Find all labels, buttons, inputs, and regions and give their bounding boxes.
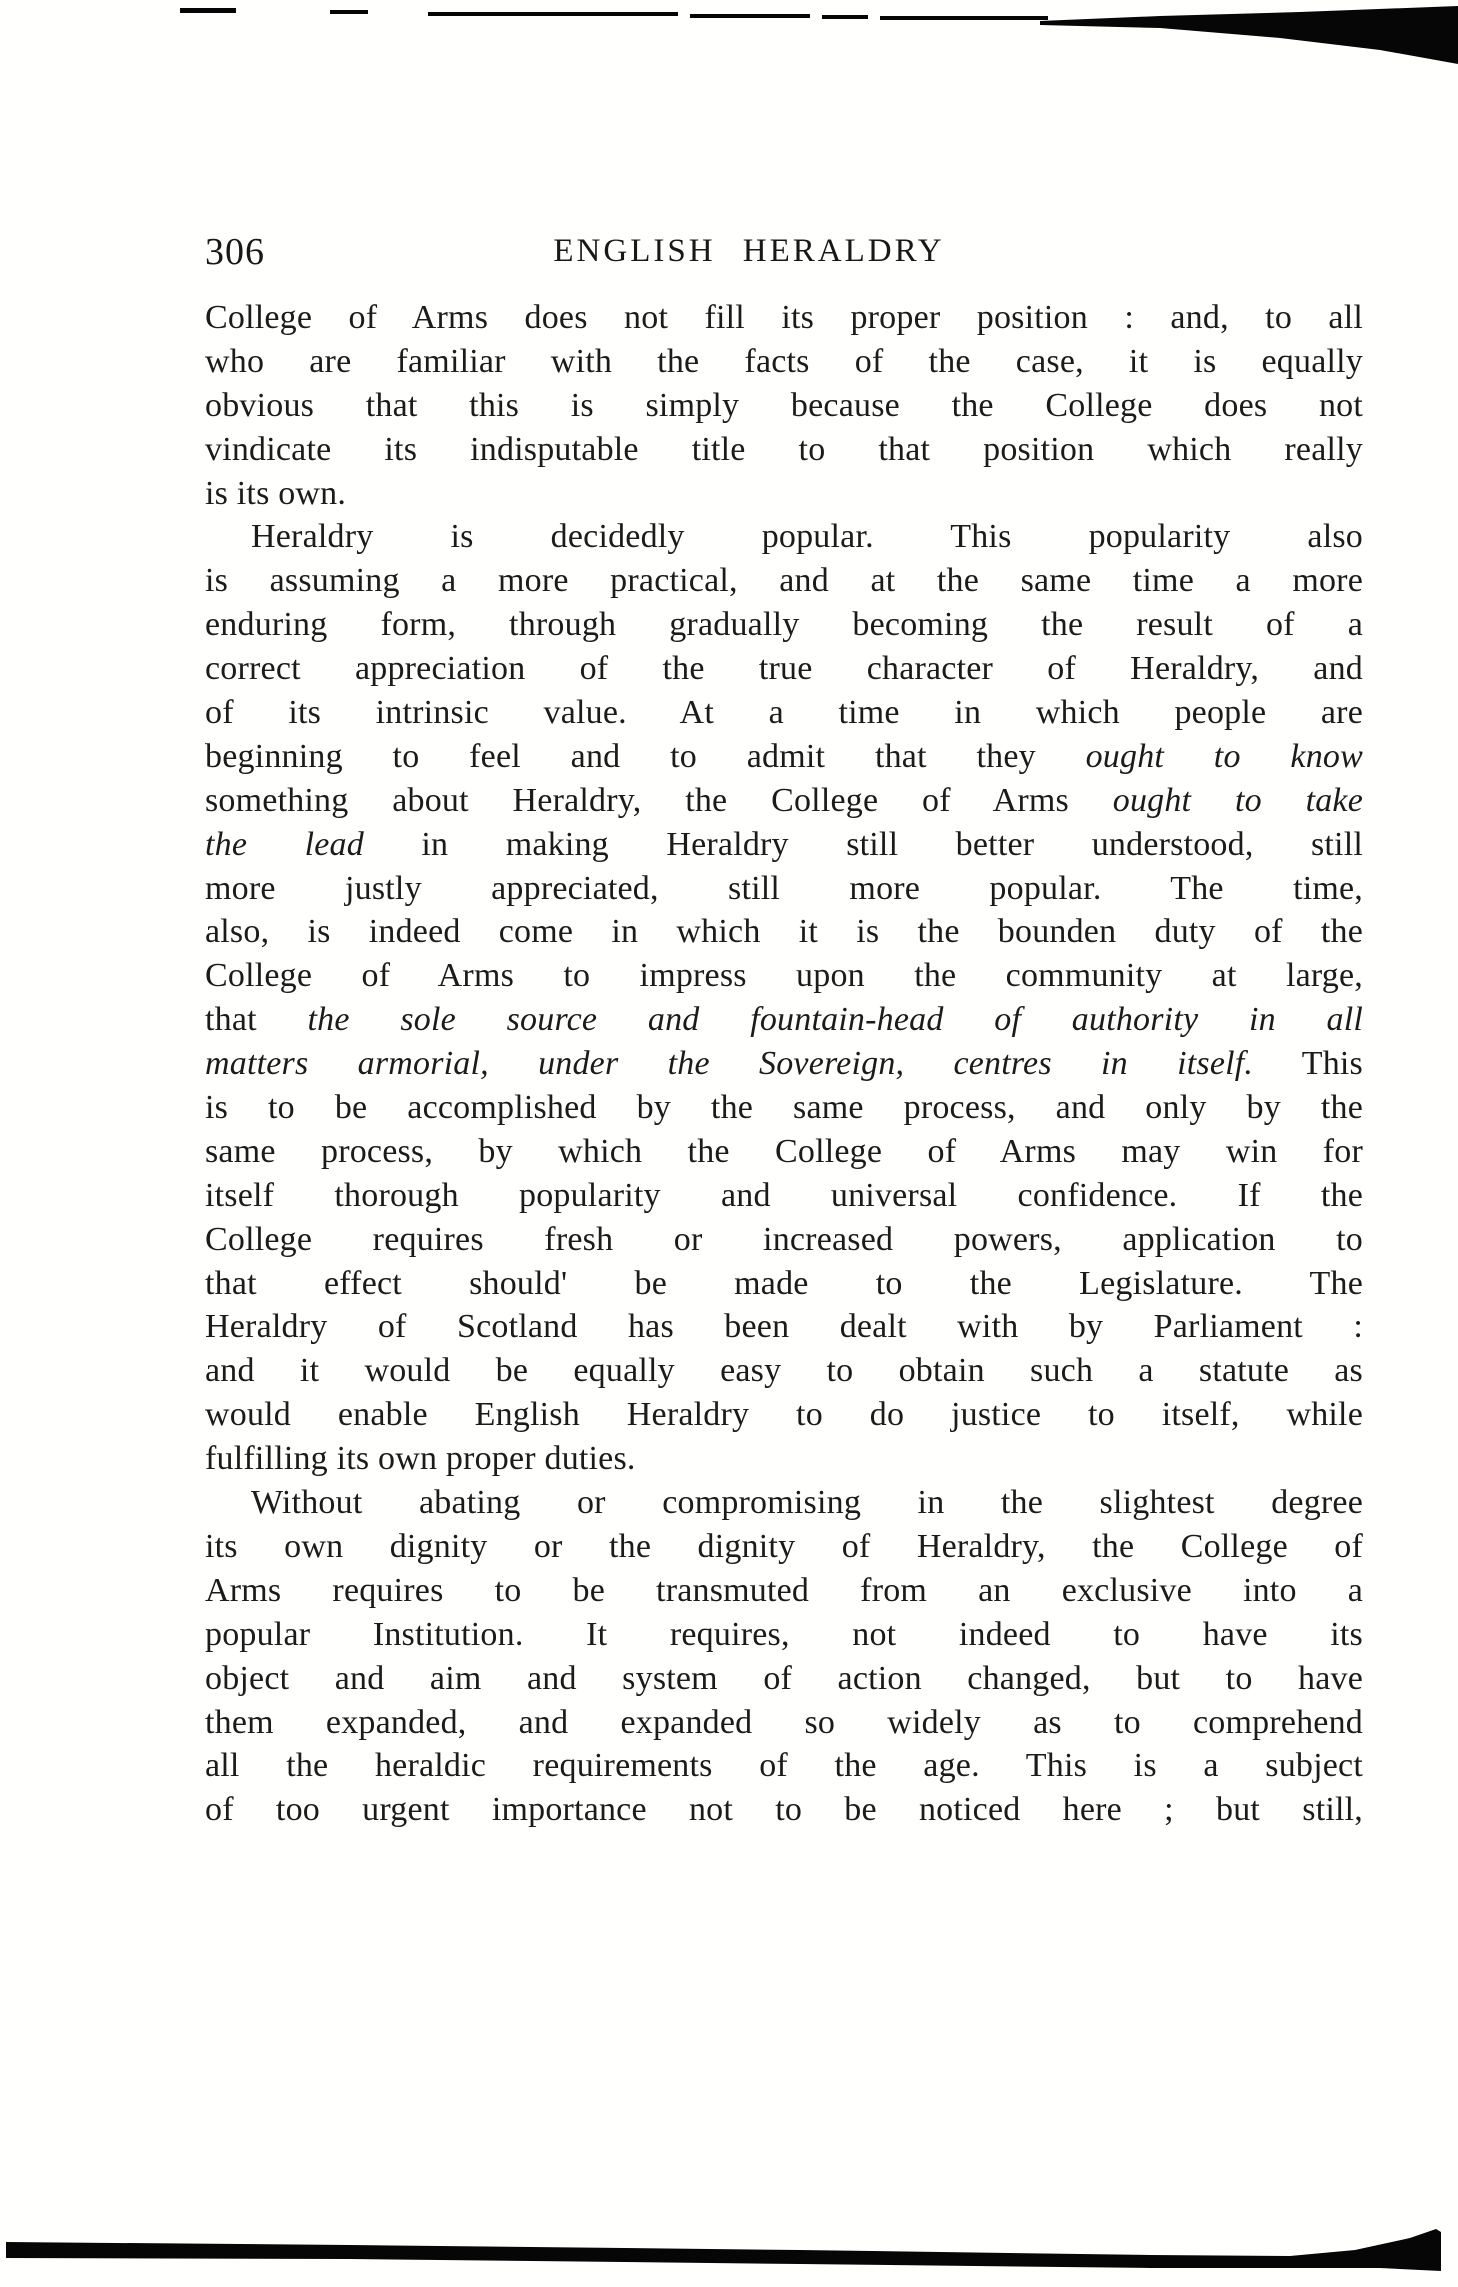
text-segment: also, is indeed come in which it is the bounden duty of the (205, 913, 1363, 951)
text-segment: same process, by which the College of Arms may win for (205, 1132, 1363, 1170)
text-line (205, 1788, 1363, 1832)
paragraph (205, 515, 1363, 1481)
text-line (205, 603, 1363, 647)
text-line (205, 1744, 1363, 1788)
scan-artifact-top (0, 0, 1458, 70)
text-segment: enduring form, through gradually becoming the result of a (205, 606, 1363, 644)
text-line (205, 515, 1363, 559)
text-line (205, 1305, 1363, 1349)
italic-text-segment: ought to take (1112, 781, 1363, 819)
text-line (205, 735, 1363, 779)
text-line (205, 1569, 1363, 1613)
text-line (205, 340, 1363, 384)
text-segment: College requires fresh or increased powers, application to (205, 1220, 1363, 1258)
text-segment: fulfilling its own proper duties. (205, 1440, 636, 1478)
text-segment: more justly appreciated, still more popular. The time, (205, 869, 1363, 907)
text-segment: that (205, 1001, 308, 1039)
text-segment: all the heraldic requirements of the age. This is a subject (205, 1747, 1363, 1785)
text-segment: popular Institution. It requires, not indeed to have its (205, 1615, 1363, 1653)
text-segment: would enable English Heraldry to do justice to itself, while (205, 1396, 1363, 1434)
text-segment: of too urgent importance not to be noticed here ; but still, (205, 1791, 1363, 1829)
page-header (205, 230, 1363, 274)
text-line (205, 1218, 1363, 1262)
text-segment: something about Heraldry, the College of Arms (205, 781, 1113, 819)
text-line (205, 867, 1363, 911)
text-segment: its own dignity or the dignity of Heraldry, the College of (205, 1527, 1363, 1565)
page-body (205, 296, 1363, 1832)
text-segment: them expanded, and expanded so widely as to comprehend (205, 1703, 1363, 1741)
text-line (205, 1481, 1363, 1525)
italic-text-segment: ought to know (1085, 737, 1363, 775)
text-segment: Heraldry of Scotland has been dealt with by Parliament : (205, 1308, 1363, 1346)
text-segment: Heraldry is decidedly popular. This popularity also (251, 518, 1363, 556)
text-line (205, 559, 1363, 603)
text-segment: Arms requires to be transmuted from an exclusive into a (205, 1571, 1363, 1609)
italic-text-segment: the sole source and fountain-head of authority in all (307, 1001, 1364, 1039)
text-line (205, 1525, 1363, 1569)
text-segment: is assuming a more practical, and at the same time a more (205, 562, 1363, 600)
text-line (205, 1613, 1363, 1657)
text-line (205, 296, 1363, 340)
page-number: 306 (205, 231, 265, 273)
text-line (205, 1657, 1363, 1701)
text-segment: itself thorough popularity and universal confidence. If the (205, 1176, 1363, 1214)
text-segment: beginning to feel and to admit that they (205, 737, 1086, 775)
text-line (205, 910, 1363, 954)
text-segment: Without abating or compromising in the slightest degree (251, 1484, 1363, 1522)
text-line (205, 1393, 1363, 1437)
text-line (205, 691, 1363, 735)
page-title: ENGLISH HERALDRY (553, 233, 945, 269)
text-segment: College of Arms to impress upon the community at large, (205, 957, 1363, 995)
text-line (205, 1349, 1363, 1393)
text-line (205, 1262, 1363, 1306)
paragraph (205, 296, 1363, 515)
text-segment: object and aim and system of action changed, but to have (205, 1659, 1363, 1697)
italic-text-segment: matters armorial, under the Sovereign, centres in itself. (205, 1045, 1254, 1083)
text-line (205, 1042, 1363, 1086)
text-segment: of its intrinsic value. At a time in which people are (205, 694, 1363, 732)
text-line (205, 1086, 1363, 1130)
text-line (205, 472, 1363, 516)
text-segment: is to be accomplished by the same process, and only by the (205, 1089, 1363, 1127)
text-segment: vindicate its indisputable title to that position which really (205, 430, 1363, 468)
text-segment: and it would be equally easy to obtain such a statute as (205, 1352, 1363, 1390)
text-line (205, 1437, 1363, 1481)
text-segment: College of Arms does not fill its proper position : and, to all (205, 299, 1363, 336)
text-line (205, 954, 1363, 998)
text-line (205, 823, 1363, 867)
text-line (205, 428, 1363, 472)
text-segment: in making Heraldry still better understood, still (363, 825, 1363, 863)
text-line (205, 779, 1363, 823)
paragraph (205, 1481, 1363, 1832)
text-segment: that effect should' be made to the Legislature. The (205, 1264, 1363, 1302)
text-segment: correct appreciation of the true character of Heraldry, and (205, 650, 1363, 688)
text-segment: who are familiar with the facts of the case, it is equally (205, 342, 1363, 380)
text-line (205, 998, 1363, 1042)
text-line (205, 384, 1363, 428)
text-line (205, 1701, 1363, 1745)
text-segment: obvious that this is simply because the College does not (205, 386, 1363, 424)
text-segment: This (1253, 1045, 1363, 1083)
text-line (205, 647, 1363, 691)
text-segment: is its own. (205, 474, 347, 512)
text-line (205, 1174, 1363, 1218)
italic-text-segment: the lead (205, 825, 364, 863)
text-line (205, 1130, 1363, 1174)
